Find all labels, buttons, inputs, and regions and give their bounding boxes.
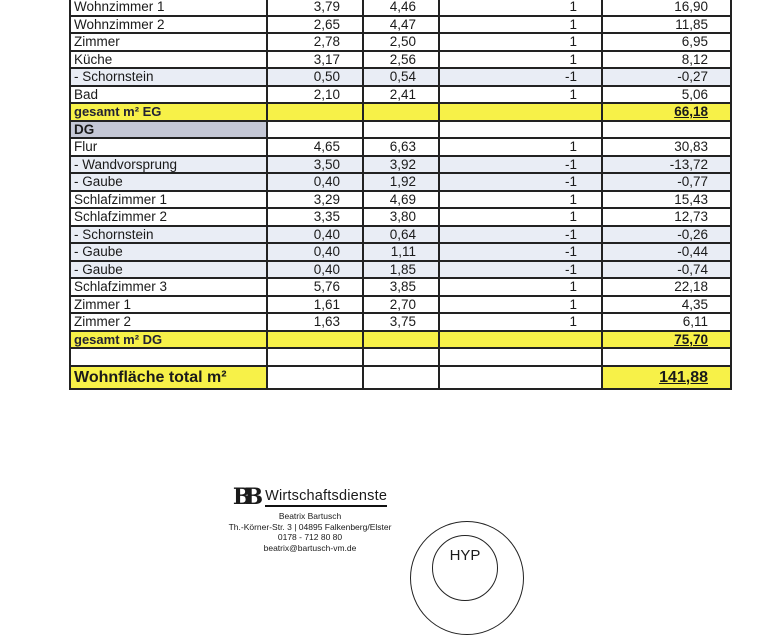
company-brand	[220, 484, 400, 510]
width: 3,75	[363, 313, 439, 331]
length: 5,76	[267, 278, 363, 296]
dg-total-row	[70, 331, 731, 349]
company-address-block	[220, 511, 400, 553]
hyp-seal-inner	[432, 535, 498, 601]
room-name: Wohnzimmer 2	[70, 16, 267, 34]
phone-number: 0178 - 712 80 80	[277, 532, 343, 542]
width: 3,85	[363, 278, 439, 296]
area: 15,43	[602, 191, 731, 209]
width: 2,56	[363, 51, 439, 69]
company-name: Wirtschaftsdienste	[265, 488, 387, 507]
grand-total-label: Wohnfläche total m²	[70, 366, 267, 389]
factor: -1	[439, 226, 602, 244]
area-calculation-table	[69, 0, 732, 390]
width: 4,69	[363, 191, 439, 209]
email-address: beatrix@bartusch-vm.de	[263, 542, 357, 553]
factor: 1	[439, 208, 602, 226]
length: 0,40	[267, 173, 363, 191]
room-name: Schlafzimmer 1	[70, 191, 267, 209]
area: 4,35	[602, 296, 731, 314]
eg-total-label: gesamt m² EG	[70, 103, 267, 121]
factor: 1	[439, 86, 602, 104]
table-row	[70, 208, 731, 226]
width: 2,50	[363, 33, 439, 51]
table-row-deduction	[70, 156, 731, 174]
table-row	[70, 191, 731, 209]
seal-text: HYP	[449, 547, 481, 564]
table-row	[70, 0, 731, 16]
width: 3,92	[363, 156, 439, 174]
width: 0,64	[363, 226, 439, 244]
room-name: - Schornstein	[70, 68, 267, 86]
room-name: Schlafzimmer 2	[70, 208, 267, 226]
area: 30,83	[602, 138, 731, 156]
area: -0,44	[602, 243, 731, 261]
width: 1,11	[363, 243, 439, 261]
factor: 1	[439, 33, 602, 51]
table-row	[70, 313, 731, 331]
area: 12,73	[602, 208, 731, 226]
width: 6,63	[363, 138, 439, 156]
room-name: Wohnzimmer 1	[70, 0, 267, 16]
table-row	[70, 86, 731, 104]
table-row-deduction	[70, 261, 731, 279]
contact-name: Beatrix Bartusch	[278, 511, 342, 521]
room-name: Bad	[70, 86, 267, 104]
length: 2,78	[267, 33, 363, 51]
grand-total-value: 141,88	[602, 366, 731, 389]
length: 3,35	[267, 208, 363, 226]
factor: 1	[439, 0, 602, 16]
factor: -1	[439, 243, 602, 261]
factor: 1	[439, 51, 602, 69]
length: 1,63	[267, 313, 363, 331]
area: 11,85	[602, 16, 731, 34]
area: 5,06	[602, 86, 731, 104]
area: -0,77	[602, 173, 731, 191]
room-name: Zimmer	[70, 33, 267, 51]
length: 3,17	[267, 51, 363, 69]
room-name: - Gaube	[70, 261, 267, 279]
width: 4,47	[363, 16, 439, 34]
factor: 1	[439, 296, 602, 314]
area: 16,90	[602, 0, 731, 16]
width: 2,70	[363, 296, 439, 314]
length: 0,40	[267, 261, 363, 279]
table-row	[70, 51, 731, 69]
table-row-deduction	[70, 226, 731, 244]
area: -0,74	[602, 261, 731, 279]
length: 2,65	[267, 16, 363, 34]
table-row-deduction	[70, 243, 731, 261]
width: 2,41	[363, 86, 439, 104]
eg-total-value: 66,18	[602, 103, 731, 121]
dg-label: DG	[70, 121, 267, 139]
length: 1,61	[267, 296, 363, 314]
width: 1,92	[363, 173, 439, 191]
table-row	[70, 138, 731, 156]
empty-row	[70, 348, 731, 366]
factor: -1	[439, 173, 602, 191]
room-name: - Wandvorsprung	[70, 156, 267, 174]
width: 3,80	[363, 208, 439, 226]
bb-logo-icon: BB	[232, 484, 257, 510]
area: -13,72	[602, 156, 731, 174]
table-row	[70, 16, 731, 34]
room-name: Zimmer 1	[70, 296, 267, 314]
factor: -1	[439, 156, 602, 174]
length: 3,50	[267, 156, 363, 174]
area: 8,12	[602, 51, 731, 69]
length: 4,65	[267, 138, 363, 156]
factor: -1	[439, 261, 602, 279]
area: -0,26	[602, 226, 731, 244]
length: 3,29	[267, 191, 363, 209]
length: 2,10	[267, 86, 363, 104]
table-row	[70, 296, 731, 314]
factor: 1	[439, 191, 602, 209]
width: 4,46	[363, 0, 439, 16]
width: 0,54	[363, 68, 439, 86]
area: -0,27	[602, 68, 731, 86]
dg-total-label: gesamt m² DG	[70, 331, 267, 349]
room-name: - Schornstein	[70, 226, 267, 244]
room-name: Flur	[70, 138, 267, 156]
table-row	[70, 278, 731, 296]
area: 6,95	[602, 33, 731, 51]
grand-total-row	[70, 366, 731, 389]
length: 0,40	[267, 226, 363, 244]
factor: -1	[439, 68, 602, 86]
factor: 1	[439, 313, 602, 331]
street-address: Th.-Körner-Str. 3 | 04895 Falkenberg/Elster	[228, 521, 392, 532]
table-row-deduction	[70, 68, 731, 86]
width: 1,85	[363, 261, 439, 279]
factor: 1	[439, 16, 602, 34]
table-row	[70, 33, 731, 51]
room-name: Schlafzimmer 3	[70, 278, 267, 296]
room-name: - Gaube	[70, 173, 267, 191]
dg-section-header	[70, 121, 731, 139]
eg-total-row	[70, 103, 731, 121]
room-name: Zimmer 2	[70, 313, 267, 331]
room-name: Küche	[70, 51, 267, 69]
factor: 1	[439, 278, 602, 296]
room-name: - Gaube	[70, 243, 267, 261]
dg-total-value: 75,70	[602, 331, 731, 349]
factor: 1	[439, 138, 602, 156]
hyp-seal-icon	[410, 521, 524, 635]
length: 0,50	[267, 68, 363, 86]
area: 22,18	[602, 278, 731, 296]
length: 0,40	[267, 243, 363, 261]
area: 6,11	[602, 313, 731, 331]
length: 3,79	[267, 0, 363, 16]
table-row-deduction	[70, 173, 731, 191]
company-stamp	[220, 484, 400, 553]
